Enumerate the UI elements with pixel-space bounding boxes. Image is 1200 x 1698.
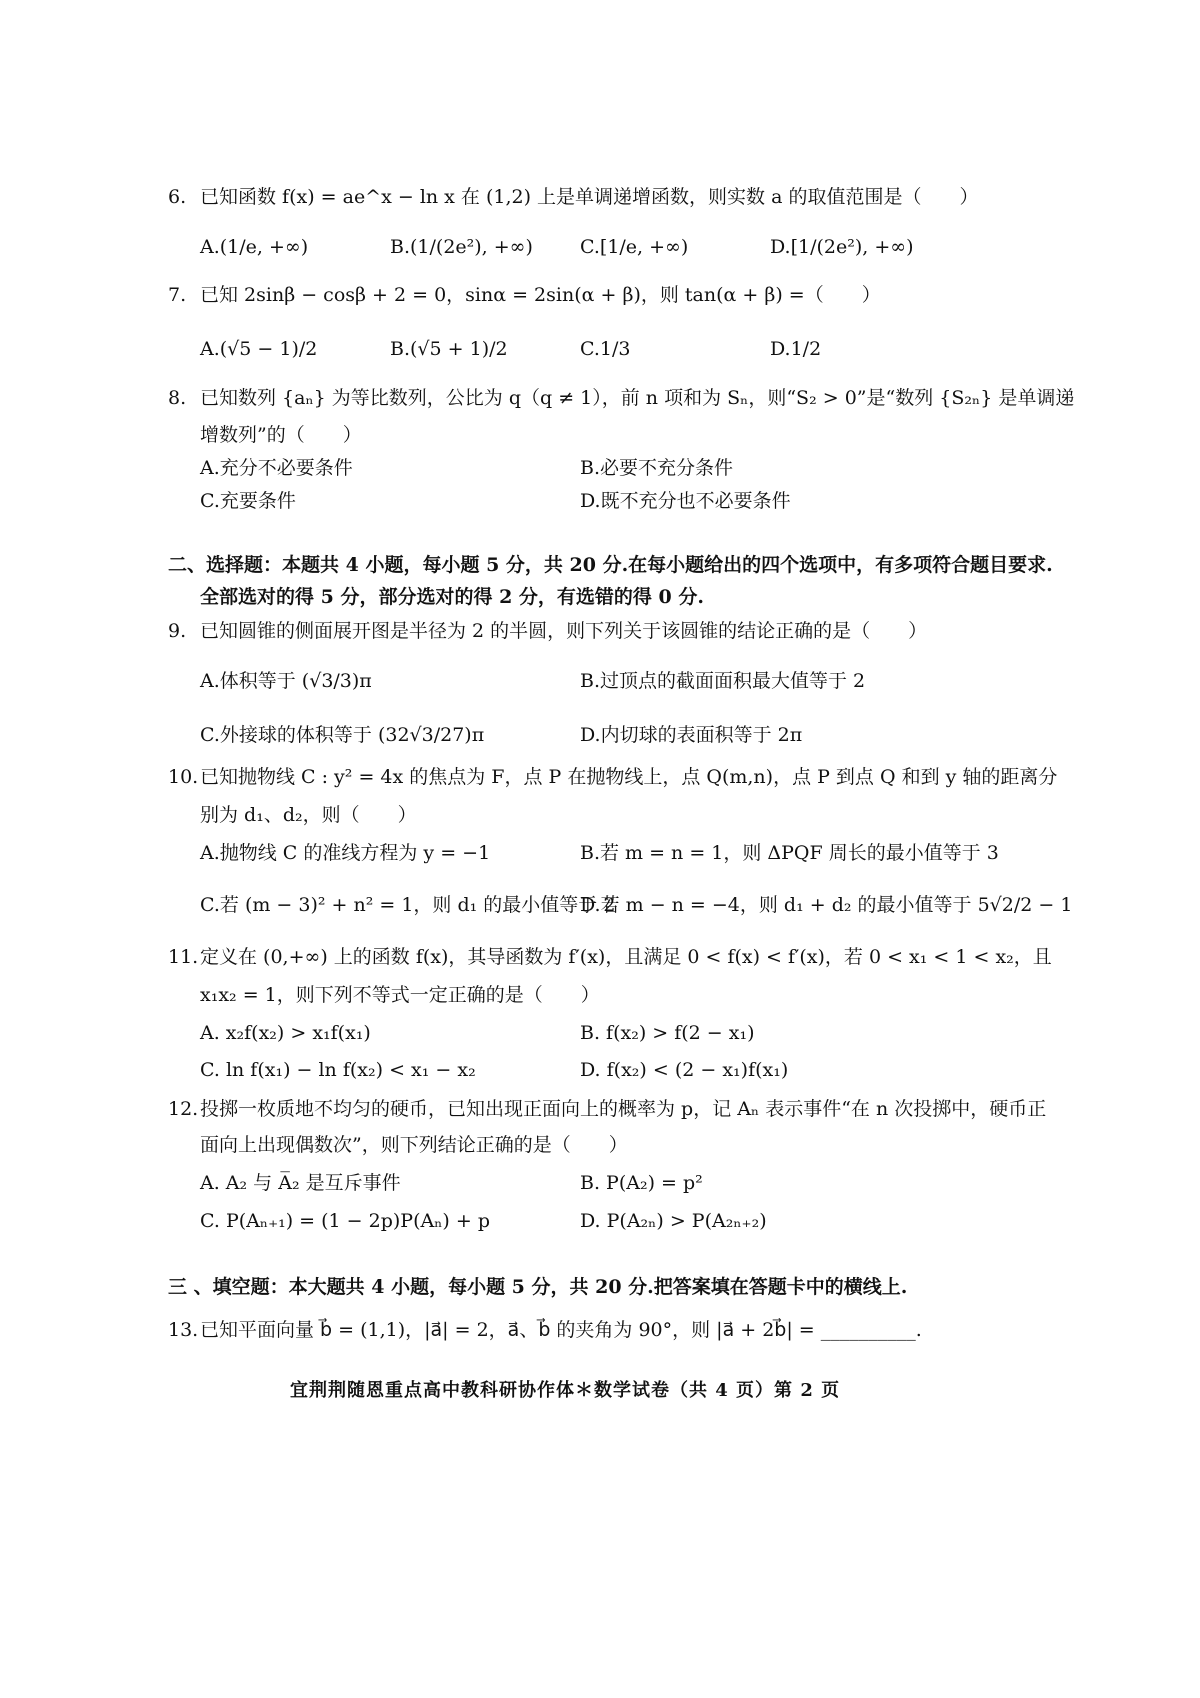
question-6-stem: 已知函数 f(x) = ae^x − ln x 在 (1,2) 上是单调递增函数，则实数 a 的取值范围是（ ） xyxy=(200,186,979,208)
question-9-option-b: B.过顶点的截面面积最大值等于 2 xyxy=(580,670,866,692)
question-8-option-a: A.充分不必要条件 xyxy=(200,457,353,479)
question-7-number: 7. xyxy=(168,284,187,306)
question-12-stem-line-1: 投掷一枚质地不均匀的硬币，已知出现正面向上的概率为 p，记 Aₙ 表示事件“在 n 次投掷中，硬币正 xyxy=(200,1098,1047,1120)
question-9-stem: 已知圆锥的侧面展开图是半径为 2 的半圆，则下列关于该圆锥的结论正确的是（ ） xyxy=(200,620,928,642)
question-8-option-c: C.充要条件 xyxy=(200,490,296,512)
question-11-number: 11. xyxy=(168,946,199,968)
question-10-option-c: C.若 (m − 3)² + n² = 1，则 d₁ 的最小值等于 2 xyxy=(200,894,616,916)
question-12-number: 12. xyxy=(168,1098,199,1120)
question-8-number: 8. xyxy=(168,387,187,409)
question-6-option-a: A.(1/e, +∞) xyxy=(200,236,309,258)
question-13-number: 13. xyxy=(168,1319,199,1341)
question-10-stem-line-2: 别为 d₁、d₂，则（ ） xyxy=(200,804,417,826)
question-12-option-c: C. P(Aₙ₊₁) = (1 − 2p)P(Aₙ) + p xyxy=(200,1210,491,1232)
section-2-instructions-line-2: 全部选对的得 5 分，部分选对的得 2 分，有选错的得 0 分. xyxy=(200,586,704,608)
question-12-option-b: B. P(A₂) = p² xyxy=(580,1172,703,1194)
question-10-stem-line-1: 已知抛物线 C : y² = 4x 的焦点为 F，点 P 在抛物线上，点 Q(m,n)，点 P 到点 Q 和到 y 轴的距离分 xyxy=(200,766,1058,788)
question-7-option-d: D.1/2 xyxy=(770,338,822,360)
question-11-option-a: A. x₂f(x₂) > x₁f(x₁) xyxy=(200,1022,371,1044)
question-8-stem-line-2: 增数列”的（ ） xyxy=(200,424,362,446)
question-11-option-c: C. ln f(x₁) − ln f(x₂) < x₁ − x₂ xyxy=(200,1059,476,1081)
question-6-option-b: B.(1/(2e²), +∞) xyxy=(390,236,533,258)
question-6-option-c: C.[1/e, +∞) xyxy=(580,236,689,258)
question-10-number: 10. xyxy=(168,766,199,788)
question-12-option-d: D. P(A₂ₙ) > P(A₂ₙ₊₂) xyxy=(580,1210,767,1232)
section-2-instructions-line-1: 二、选择题：本题共 4 小题，每小题 5 分，共 20 分.在每小题给出的四个选项中，有多项符合题目要求. xyxy=(168,554,1053,576)
question-7-option-b: B.(√5 + 1)/2 xyxy=(390,338,508,360)
question-7-stem: 已知 2sinβ − cosβ + 2 = 0，sinα = 2sin(α + β)，则 tan(α + β) =（ ） xyxy=(200,284,881,306)
question-13-stem: 已知平面向量 b⃗ = (1,1)，|a⃗| = 2，a⃗、b⃗ 的夹角为 90°，则 |a⃗ + 2b⃗| = __________. xyxy=(200,1319,922,1341)
question-9-option-a: A.体积等于 (√3/3)π xyxy=(200,670,372,692)
question-7-option-a: A.(√5 − 1)/2 xyxy=(200,338,318,360)
question-10-option-d: D.若 m − n = −4，则 d₁ + d₂ 的最小值等于 5√2/2 − 1 xyxy=(580,894,1073,916)
question-9-option-d: D.内切球的表面积等于 2π xyxy=(580,724,803,746)
question-8-stem-line-1: 已知数列 {aₙ} 为等比数列，公比为 q（q ≠ 1），前 n 项和为 Sₙ，则“S₂ > 0”是“数列 {S₂ₙ} 是单调递 xyxy=(200,387,1075,409)
question-10-option-b: B.若 m = n = 1，则 ΔPQF 周长的最小值等于 3 xyxy=(580,842,999,864)
page-footer: 宜荆荆随恩重点高中教科研协作体＊数学试卷（共 4 页）第 2 页 xyxy=(290,1380,841,1401)
question-8-option-b: B.必要不充分条件 xyxy=(580,457,734,479)
question-7-option-c: C.1/3 xyxy=(580,338,631,360)
question-6-number: 6. xyxy=(168,186,187,208)
question-11-stem-line-2: x₁x₂ = 1，则下列不等式一定正确的是（ ） xyxy=(200,984,600,1006)
question-8-option-d: D.既不充分也不必要条件 xyxy=(580,490,791,512)
question-9-option-c: C.外接球的体积等于 (32√3/27)π xyxy=(200,724,485,746)
question-12-option-a: A. A₂ 与 A̅₂ 是互斥事件 xyxy=(200,1172,401,1194)
question-9-number: 9. xyxy=(168,620,187,642)
question-11-stem-line-1: 定义在 (0,+∞) 上的函数 f(x)，其导函数为 f′(x)，且满足 0 < f(x) < f′(x)，若 0 < x₁ < 1 < x₂，且 xyxy=(200,946,1052,968)
question-12-stem-line-2: 面向上出现偶数次”，则下列结论正确的是（ ） xyxy=(200,1134,628,1156)
question-10-option-a: A.抛物线 C 的准线方程为 y = −1 xyxy=(200,842,491,864)
question-11-option-d: D. f(x₂) < (2 − x₁)f(x₁) xyxy=(580,1059,789,1081)
question-6-option-d: D.[1/(2e²), +∞) xyxy=(770,236,914,258)
question-11-option-b: B. f(x₂) > f(2 − x₁) xyxy=(580,1022,755,1044)
section-3-instructions: 三 、填空题：本大题共 4 小题，每小题 5 分，共 20 分.把答案填在答题卡中的横线上. xyxy=(168,1276,908,1298)
